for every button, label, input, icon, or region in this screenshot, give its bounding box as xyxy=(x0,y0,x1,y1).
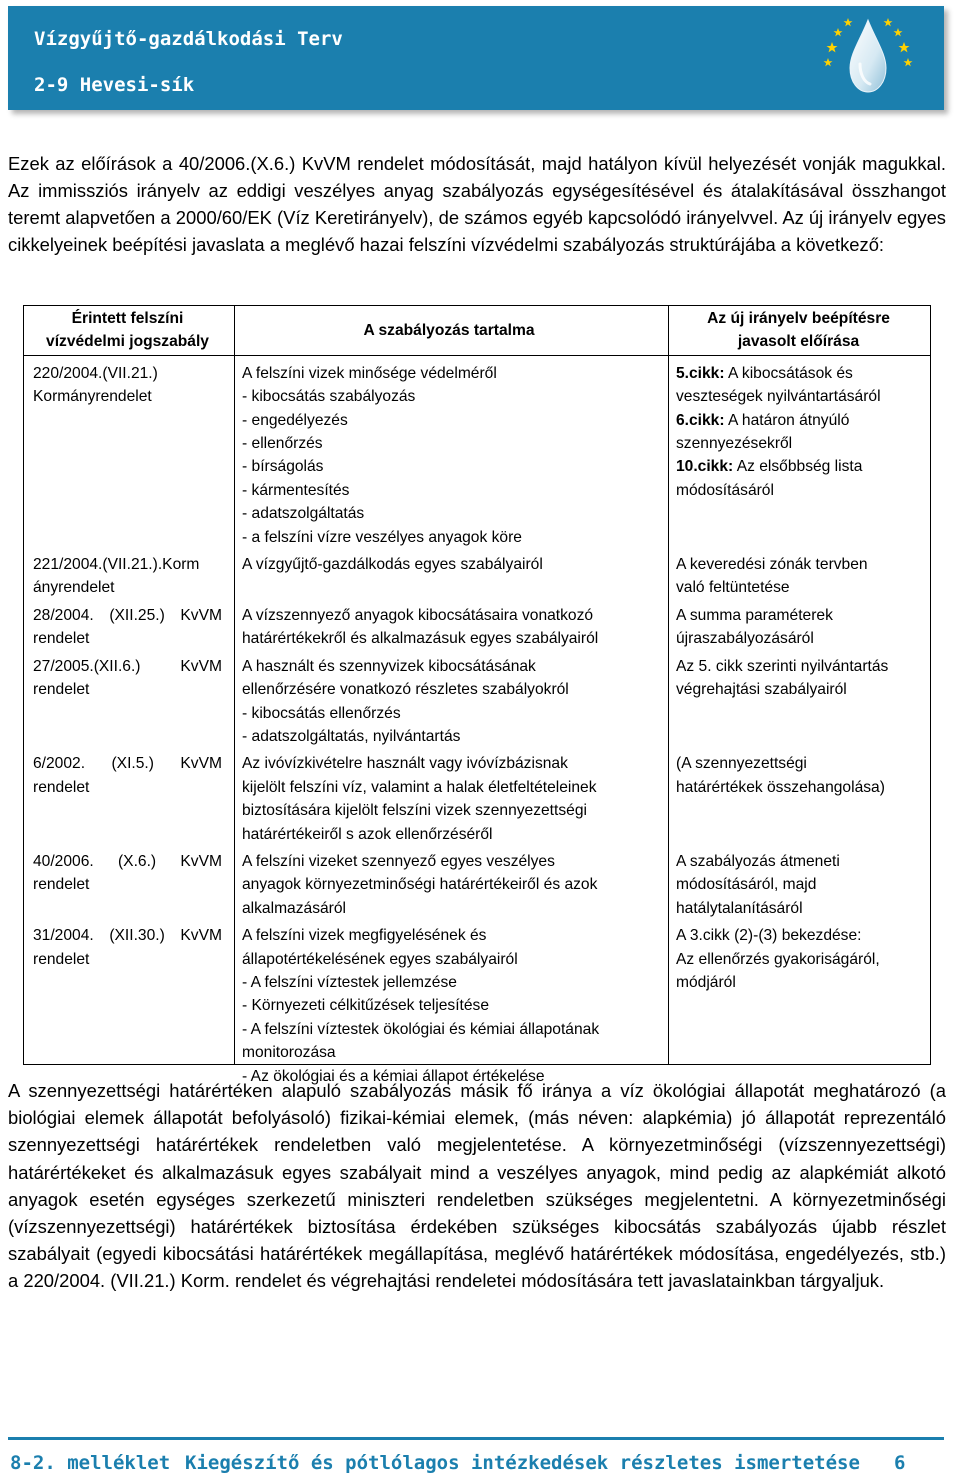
table-row xyxy=(23,551,931,602)
proposal-line xyxy=(676,432,921,455)
table-row xyxy=(23,602,931,653)
content-line: A használt és szennyvizek kibocsátásának xyxy=(242,657,536,675)
proposal-cell xyxy=(666,356,931,551)
header-proposal: Az új irányelv beépítésre javasolt előírása xyxy=(707,310,890,351)
table-row xyxy=(23,922,931,1090)
table-row xyxy=(23,653,931,751)
closing-paragraph: A szennyezettségi határértéken alapuló szabályozás másik fő iránya a víz ökológiai állapotát meghatározó (a biológiai elemek állapotát befolyásoló) fizikai-kémiai elemek, (más néven: alapkémia) jó állapotát reprezentáló szennyezettségi határértékek rendeletben való megjelentetése. A környezetminőségi (vízszennyezettségi) határértékeket és alkalmazásuk egyes szabályait mind a veszélyes anyagok, mind pedig az alapkémiát alkotó anyagok esetén egységes szerkezetű miniszteri rendeletben szükséges megjelentetni. A környezetminőségi (vízszennyezettségi) határértékek biztosítása érdekében szükséges kibocsátás szabályozás újabb részlet szabályait (egyedi kibocsátási határértékek megállapítása, meglévő határértékek módosítása, engedélyezés, stb.) a 220/2004. (VII.21.) Korm. rendelet és végrehajtási rendeletei módosítására tett javaslatainkban tárgyaljuk. xyxy=(8,1080,946,1292)
proposal-text: módosításáról xyxy=(676,481,774,499)
table-header-row xyxy=(23,305,931,356)
content-line: A felszíni vizek minősége védelméről xyxy=(242,364,497,382)
footer-rule xyxy=(8,1437,944,1440)
proposal-line xyxy=(676,897,921,920)
content-line: - engedélyezés xyxy=(242,411,348,429)
proposal-line xyxy=(676,479,921,502)
proposal-cell xyxy=(666,551,931,602)
header-law: Érintett felszíni vízvédelmi jogszabály xyxy=(46,310,209,351)
content-line: A felszíni vizeket szennyező egyes veszélyes xyxy=(242,852,555,870)
table-row xyxy=(23,356,931,551)
law-text: 6/2002. (XI.5.) KvVM xyxy=(33,755,222,773)
proposal-text: Az 5. cikk szerinti nyilvántartás xyxy=(676,657,889,675)
table-row xyxy=(23,750,931,848)
content-line: - adatszolgáltatás, nyilvántartás xyxy=(242,727,461,745)
proposal-text: A szabályozás átmeneti xyxy=(676,852,840,870)
proposal-cell xyxy=(666,602,931,653)
proposal-line xyxy=(676,553,921,576)
document-subtitle: 2-9 Hevesi-sík xyxy=(34,74,195,96)
content-line: - kibocsátás szabályozás xyxy=(242,388,416,406)
content-line: alkalmazásáról xyxy=(242,899,347,917)
proposal-cell xyxy=(666,653,931,751)
proposal-text: szennyezésekről xyxy=(676,435,793,453)
law-text: 27/2005.(XII.6.) KvVM xyxy=(33,657,222,675)
law-cell xyxy=(23,602,232,653)
content-line: - kármentesítés xyxy=(242,481,350,499)
proposal-text: A 3.cikk (2)-(3) bekezdése: xyxy=(676,927,862,945)
law-text: 31/2004. (XII.30.) KvVM xyxy=(33,927,222,945)
proposal-text: A határon átnyúló xyxy=(724,411,850,429)
content-line: - a felszíni vízre veszélyes anyagok köre xyxy=(242,528,522,546)
footer-annex: 8-2. melléklet xyxy=(10,1452,171,1474)
content-line: - Környezeti célkitűzések teljesítése xyxy=(242,997,490,1015)
law-text: rendelet xyxy=(33,876,90,894)
proposal-line xyxy=(676,455,921,478)
content-line: - A felszíni víztestek ökológiai és kémiai állapotának xyxy=(242,1020,600,1038)
proposal-line xyxy=(676,752,921,775)
law-cell xyxy=(23,848,232,922)
law-text: rendelet xyxy=(33,681,90,699)
law-text: 220/2004.(VII.21.) xyxy=(33,364,158,382)
footer-title: Kiegészítő és pótlólagos intézkedések részletes ismertetése xyxy=(185,1452,860,1474)
proposal-text: végrehajtási szabályairól xyxy=(676,681,847,699)
proposal-article: 6.cikk: xyxy=(676,411,725,429)
proposal-line xyxy=(676,924,921,947)
content-line: - A felszíni víztestek jellemzése xyxy=(242,973,457,991)
proposal-text: A keveredési zónák tervben xyxy=(676,556,868,574)
proposal-text: Az ellenőrzés gyakoriságáról, xyxy=(676,950,880,968)
table-body xyxy=(23,356,931,1090)
proposal-text: módosításáról, majd xyxy=(676,876,817,894)
content-line: - ellenőrzés xyxy=(242,435,323,453)
header-banner xyxy=(8,6,944,110)
law-text: rendelet xyxy=(33,630,90,648)
header-content: A szabályozás tartalma xyxy=(363,321,535,339)
proposal-text: újraszabályozásáról xyxy=(676,630,814,648)
proposal-line xyxy=(676,385,921,408)
proposal-article: 10.cikk: xyxy=(676,458,734,476)
law-text: 221/2004.(VII.21.).Korm xyxy=(33,556,200,574)
proposal-cell xyxy=(666,750,931,848)
page-number: 6 xyxy=(894,1452,906,1474)
content-line: határértékeiről s azok ellenőrzéséről xyxy=(242,825,493,843)
proposal-text: hatálytalanításáról xyxy=(676,899,803,917)
content-line: A vízgyűjtő-gazdálkodás egyes szabályairól xyxy=(242,556,543,574)
proposal-line xyxy=(676,627,921,650)
law-text: Kormányrendelet xyxy=(33,388,152,406)
proposal-text: A summa paraméterek xyxy=(676,606,833,624)
content-cell xyxy=(232,848,666,922)
proposal-line xyxy=(676,409,921,432)
proposal-text: (A szennyezettségi xyxy=(676,755,807,773)
content-line: ellenőrzésére vonatkozó részletes szabályokról xyxy=(242,681,569,699)
content-line: - kibocsátás ellenőrzés xyxy=(242,704,401,722)
proposal-line xyxy=(676,576,921,599)
law-cell xyxy=(23,551,232,602)
proposal-text: veszteségek nyilvántartásáról xyxy=(676,388,881,406)
proposal-text: Az elsőbbség lista xyxy=(733,458,863,476)
content-line: Az ivóvízkivételre használt vagy ivóvízbázisnak xyxy=(242,755,568,773)
content-line: anyagok környezetminőségi határértékeiről és azok xyxy=(242,876,598,894)
law-text: 28/2004. (XII.25.) KvVM xyxy=(33,606,222,624)
content-cell xyxy=(232,356,666,551)
content-line: A felszíni vizek megfigyelésének és xyxy=(242,927,487,945)
proposal-cell xyxy=(666,848,931,922)
regulation-table xyxy=(23,305,931,1090)
intro-paragraph: Ezek az előírások a 40/2006.(X.6.) KvVM rendelet módosítását, majd hatályon kívül helyezését vonják magukkal. Az immissziós irányelv az eddigi veszélyes anyag szabályozás egységesítésével és átalakításával összhangot teremt alapvetően a 2000/60/EK (Víz Keretirányelv), de számos egyéb kapcsolódó irányelvvel. Az új irányelv egyes cikkelyeinek beépítési javaslata a meglévő hazai felszíni vízvédelmi szabályozás struktúrájába a következő: xyxy=(8,153,946,255)
content-line: monitorozása xyxy=(242,1044,336,1062)
eu-water-drop-logo-icon xyxy=(808,6,928,110)
proposal-line xyxy=(676,655,921,678)
law-text: 40/2006. (X.6.) KvVM xyxy=(33,852,222,870)
content-line: biztosítására kijelölt felszíni vizek szennyezettségi xyxy=(242,802,587,820)
proposal-line xyxy=(676,604,921,627)
content-line: A vízszennyező anyagok kibocsátásaira vonatkozó xyxy=(242,606,594,624)
proposal-line xyxy=(676,948,921,971)
law-cell xyxy=(23,922,232,1090)
content-line: - adatszolgáltatás xyxy=(242,505,365,523)
proposal-line xyxy=(676,362,921,385)
law-text: rendelet xyxy=(33,778,90,796)
content-line: határértékekről és alkalmazásuk egyes szabályairól xyxy=(242,630,599,648)
proposal-cell xyxy=(666,922,931,1090)
content-line: - bírságolás xyxy=(242,458,324,476)
proposal-text: módjáról xyxy=(676,973,736,991)
law-cell xyxy=(23,653,232,751)
law-cell xyxy=(23,750,232,848)
proposal-article: 5.cikk: xyxy=(676,364,725,382)
content-cell xyxy=(232,551,666,602)
law-text: ányrendelet xyxy=(33,579,115,597)
content-cell xyxy=(232,922,666,1090)
proposal-line xyxy=(676,678,921,701)
proposal-text: határértékek összehangolása) xyxy=(676,778,885,796)
content-line: - Az ökológiai és a kémiai állapot értékelése xyxy=(242,1067,545,1085)
document-title: Vízgyűjtő-gazdálkodási Terv xyxy=(34,28,343,50)
content-cell xyxy=(232,602,666,653)
content-cell xyxy=(232,750,666,848)
table-row xyxy=(23,848,931,922)
proposal-line xyxy=(676,850,921,873)
content-line: kijelölt felszíni víz, valamint a halak életfeltételeinek xyxy=(242,778,597,796)
proposal-text: A kibocsátások és xyxy=(724,364,853,382)
proposal-line xyxy=(676,873,921,896)
content-cell xyxy=(232,653,666,751)
proposal-line xyxy=(676,971,921,994)
content-line: állapotértékelésének egyes szabályairól xyxy=(242,950,518,968)
proposal-text: való feltüntetése xyxy=(676,579,790,597)
law-cell xyxy=(23,356,232,551)
law-text: rendelet xyxy=(33,950,90,968)
proposal-line xyxy=(676,776,921,799)
